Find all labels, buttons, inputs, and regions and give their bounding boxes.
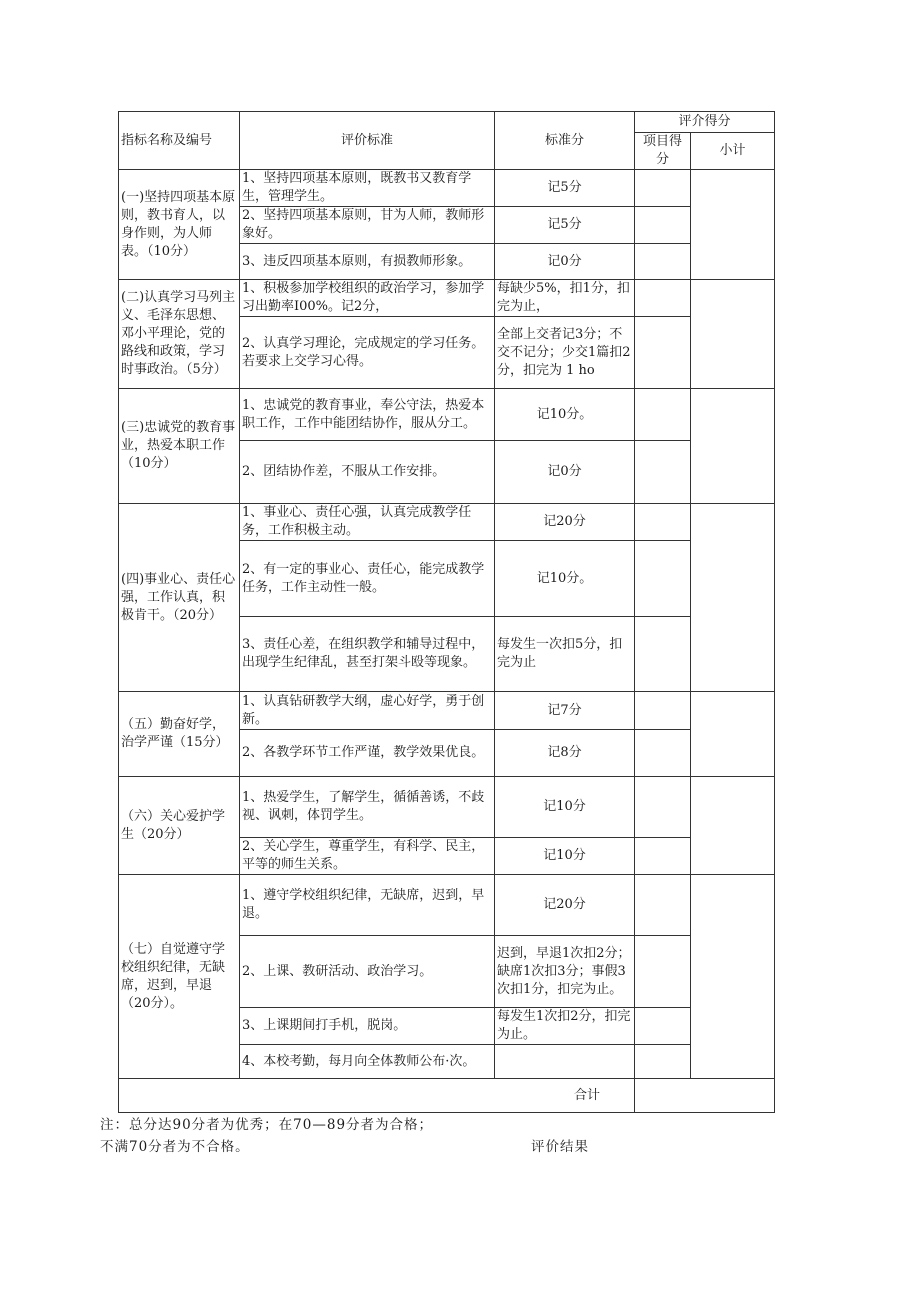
header-standard: 评价标准 (240, 112, 495, 170)
standard-cell: 2、有一定的事业心、责任心，能完成教学任务，工作主动性一般。 (240, 541, 495, 617)
total-label: 合计 (119, 1079, 635, 1113)
score-cell: 每发生一次扣5分，扣完为止 (495, 617, 635, 692)
subtotal-cell[interactable] (691, 389, 775, 504)
score-cell: 每缺少5%，扣1分，扣完为止， (495, 280, 635, 317)
standard-cell: 1、忠诚党的教育事业，奉公守法，热爱本职工作，工作中能团结协作，服从分工。 (240, 389, 495, 441)
score-cell: 全部上交者记3分；不交不记分；少交1篇扣2分，扣完为 1 ho (495, 317, 635, 389)
score-cell: 记10分 (495, 838, 635, 875)
score-cell: 记5分 (495, 207, 635, 244)
score-cell (495, 1045, 635, 1079)
indicator-cell: （七）自觉遵守学校组织纪律，无缺席，迟到，早退（20分）。 (119, 875, 240, 1079)
standard-cell: 2、各教学环节工作严谨，教学效果优良。 (240, 730, 495, 777)
item-score-cell[interactable] (635, 875, 691, 936)
standard-cell: 1、事业心、责任心强，认真完成教学任务，工作积极主动。 (240, 504, 495, 541)
score-cell: 记7分 (495, 692, 635, 730)
standard-cell: 3、上课期间打手机，脱岗。 (240, 1008, 495, 1045)
header-indicator: 指标名称及编号 (119, 112, 240, 170)
subtotal-cell[interactable] (691, 504, 775, 692)
standard-cell: 1、认真钻研教学大纲，虚心好学，勇于创新。 (240, 692, 495, 730)
standard-cell: 2、坚持四项基本原则，甘为人师，教师形象好。 (240, 207, 495, 244)
item-score-cell[interactable] (635, 389, 691, 441)
standard-cell: 1、坚持四项基本原则，既教书又教育学生，管理学生。 (240, 170, 495, 207)
standard-cell: 1、热爱学生，了解学生，循循善诱，不歧视、讽刺，体罚学生。 (240, 777, 495, 838)
evaluation-result-label: 评价结果 (531, 1139, 589, 1155)
item-score-cell[interactable] (635, 692, 691, 730)
indicator-cell: (一)坚持四项基本原则，教书育人，以身作则，为人师表。（10分） (119, 170, 240, 280)
item-score-cell[interactable] (635, 838, 691, 875)
subtotal-cell[interactable] (691, 170, 775, 280)
indicator-cell: (三)忠诚党的教育事业，热爱本职工作（10分） (119, 389, 240, 504)
standard-cell: 2、团结协作差，不服从工作安排。 (240, 441, 495, 504)
evaluation-table (118, 111, 775, 1113)
score-cell: 记0分 (495, 244, 635, 280)
score-cell: 记5分 (495, 170, 635, 207)
standard-cell: 1、积极参加学校组织的政治学习，参加学习出勤率I00%。记2分， (240, 280, 495, 317)
item-score-cell[interactable] (635, 1008, 691, 1045)
item-score-cell[interactable] (635, 541, 691, 617)
indicator-cell: （五）勤奋好学，治学严谨（15分） (119, 692, 240, 777)
item-score-cell[interactable] (635, 170, 691, 207)
total-value-cell[interactable] (635, 1079, 775, 1113)
score-cell: 记10分。 (495, 541, 635, 617)
header-score: 标准分 (495, 112, 635, 170)
subtotal-cell[interactable] (691, 692, 775, 777)
subtotal-cell[interactable] (691, 777, 775, 875)
score-cell: 记10分。 (495, 389, 635, 441)
standard-cell: 1、遵守学校组织纪律，无缺席，迟到，早退。 (240, 875, 495, 936)
standard-cell: 2、上课、教研活动、政治学习。 (240, 936, 495, 1008)
standard-cell: 2、认真学习理论，完成规定的学习任务。若要求上交学习心得。 (240, 317, 495, 389)
header-subtotal: 小计 (691, 133, 775, 170)
item-score-cell[interactable] (635, 441, 691, 504)
standard-cell: 4、本校考勤，每月向全体教师公布·次。 (240, 1045, 495, 1079)
score-cell: 记8分 (495, 730, 635, 777)
standard-cell: 2、关心学生，尊重学生，有科学、民主，平等的师生关系。 (240, 838, 495, 875)
item-score-cell[interactable] (635, 936, 691, 1008)
item-score-cell[interactable] (635, 730, 691, 777)
item-score-cell[interactable] (635, 617, 691, 692)
item-score-cell[interactable] (635, 317, 691, 389)
score-cell: 记0分 (495, 441, 635, 504)
header-item-score: 项目得分 (635, 133, 691, 170)
item-score-cell[interactable] (635, 777, 691, 838)
indicator-cell: (二)认真学习马列主义、毛泽东思想、邓小平理论，党的路线和政策，学习时事政治。（5分） (119, 280, 240, 389)
score-cell: 记10分 (495, 777, 635, 838)
item-score-cell[interactable] (635, 207, 691, 244)
note-line-1: 注：总分达90分者为优秀；在70—89分者为合格； (100, 1117, 434, 1133)
standard-cell: 3、责任心差，在组织教学和辅导过程中，出现学生纪律乱，甚至打架斗殴等现象。 (240, 617, 495, 692)
score-cell: 记20分 (495, 504, 635, 541)
subtotal-cell[interactable] (691, 280, 775, 389)
item-score-cell[interactable] (635, 280, 691, 317)
item-score-cell[interactable] (635, 1045, 691, 1079)
indicator-cell: （六）关心爱护学生（20分） (119, 777, 240, 875)
standard-cell: 3、违反四项基本原则，有损教师形象。 (240, 244, 495, 280)
item-score-cell[interactable] (635, 244, 691, 280)
item-score-cell[interactable] (635, 504, 691, 541)
header-evaluation: 评介得分 (635, 112, 775, 133)
indicator-cell: (四)事业心、责任心强，工作认真，积极肯干。（20分） (119, 504, 240, 692)
score-cell: 每发生1次扣2分，扣完为止。 (495, 1008, 635, 1045)
score-cell: 记20分 (495, 875, 635, 936)
subtotal-cell[interactable] (691, 875, 775, 1079)
note-line-2: 不满70分者为不合格。 (100, 1139, 250, 1155)
score-cell: 迟到，早退1次扣2分；缺席1次扣3分；事假3次扣1分，扣完为止。 (495, 936, 635, 1008)
